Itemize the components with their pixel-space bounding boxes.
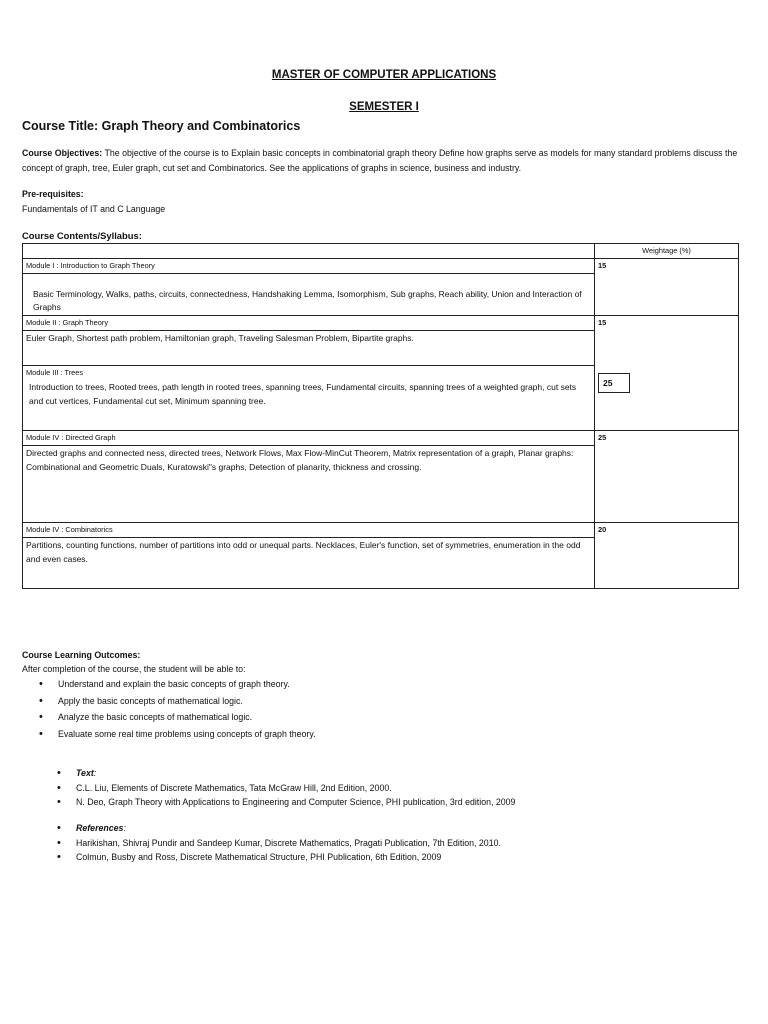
- module-title-row: [23, 522, 739, 537]
- prerequisites: [22, 187, 742, 216]
- module-title: Module I : Introduction to Graph Theory: [23, 259, 595, 274]
- semester-heading: SEMESTER I: [349, 101, 419, 113]
- prerequisites-text: Fundamentals of IT and C Language: [22, 203, 166, 214]
- module-title: Module II : Graph Theory: [23, 316, 595, 331]
- module-title: Module IV : Combinatorics: [23, 522, 595, 537]
- list-item: • C.L. Liu, Elements of Discrete Mathematics, Tata McGraw Hill, 2nd Edition, 2000.: [22, 781, 742, 796]
- weightage-header: Weightage (%): [595, 244, 739, 259]
- references-label: References: [76, 823, 124, 833]
- module-content: Partitions, counting functions, number of partitions into odd or unequal parts. Necklaces, Euler's function, set of symmetries, enumeration in the odd and even cases.: [23, 537, 595, 588]
- module-weightage: 15: [595, 259, 739, 316]
- text-label: Text: [76, 768, 94, 778]
- list-item: • Evaluate some real time problems using concepts of graph theory.: [22, 726, 742, 743]
- list-item: • Colmun, Busby and Ross, Discrete Mathematical Structure, PHI Publication, 6th Edition, 2009: [22, 850, 742, 865]
- module-content: Introduction to trees, Rooted trees, path length in rooted trees, spanning trees, Fundamental circuits, spanning trees of a weighted graph, cut sets and cut vertices, Fundamental cut set, Minimum spanning tree.: [23, 380, 595, 430]
- module-content: Basic Terminology, Walks, paths, circuits, connectedness, Handshaking Lemma, Isomorphism, Sub graphs, Reach ability, Union and Interaction of Graphs: [23, 274, 595, 316]
- module-content: Euler Graph, Shortest path problem, Hamiltonian graph, Traveling Salesman Problem, Bipartite graphs.: [23, 331, 595, 366]
- list-item: • N. Deo, Graph Theory with Applications to Engineering and Computer Science, PHI publication, 3rd edition, 2009: [22, 795, 742, 810]
- outcomes-intro: After completion of the course, the student will be able to:: [22, 664, 246, 674]
- module-weightage-cell: [595, 316, 739, 431]
- references-label-item: • References:: [22, 821, 742, 836]
- text-label-item: • Text:: [22, 766, 742, 781]
- module-title-row: [23, 430, 739, 445]
- module-title-row: [23, 259, 739, 274]
- module-weightage: 25: [595, 430, 739, 522]
- text-books: [22, 766, 742, 810]
- program-heading: MASTER OF COMPUTER APPLICATIONS: [271, 69, 497, 81]
- list-item: • Apply the basic concepts of mathematical logic.: [22, 693, 742, 710]
- list-item: • Harikishan, Shivraj Pundir and Sandeep Kumar, Discrete Mathematics, Pragati Publication, 7th Edition, 2010.: [22, 836, 742, 851]
- module-weightage: 15: [598, 318, 607, 327]
- syllabus-table: [22, 243, 739, 589]
- syllabus-label: Course Contents/Syllabus:: [22, 230, 142, 241]
- objectives-label: Course Objectives:: [22, 148, 103, 158]
- module-title-row: [23, 316, 739, 331]
- module-title: Module III : Trees: [23, 366, 595, 381]
- objectives-text: The objective of the course is to Explain basic concepts in combinatorial graph theory Define how graphs serve as models for many standard problems discuss the concept of graph, tree, Euler graph, cut set and Combinatorics. See the applications of graphs in science, business and industry.: [22, 148, 738, 173]
- learning-outcomes: [22, 648, 742, 742]
- references: [22, 821, 742, 865]
- course-objectives: [22, 146, 742, 175]
- module-weightage: 20: [595, 522, 739, 588]
- list-item: • Understand and explain the basic concepts of graph theory.: [22, 676, 742, 693]
- list-item: • Analyze the basic concepts of mathematical logic.: [22, 709, 742, 726]
- table-header-row: [23, 244, 739, 259]
- course-title: Course Title: Graph Theory and Combinatorics: [22, 119, 301, 133]
- prerequisites-label: Pre-requisites:: [22, 189, 84, 199]
- module-title: Module IV : Directed Graph: [23, 430, 595, 445]
- module-weightage-box: 25: [598, 373, 630, 393]
- module-content: Directed graphs and connected ness, directed trees, Network Flows, Max Flow-MinCut Theorem, Matrix representation of a graph, Planar graphs: Combinational and Geometric Duals, Kuratowski"s graphs, Detection of planarity, thickness and crossing.: [23, 445, 595, 522]
- outcomes-label: Course Learning Outcomes:: [22, 650, 141, 660]
